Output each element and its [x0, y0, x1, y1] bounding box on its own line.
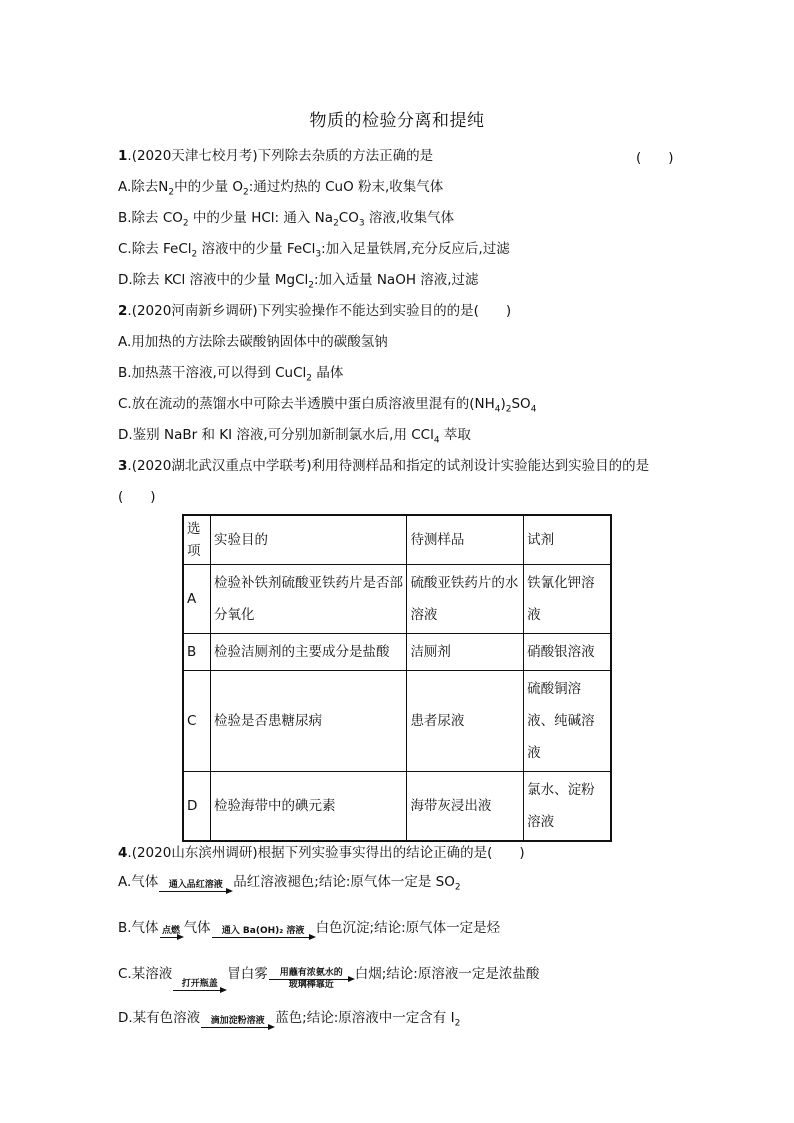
reaction-arrow: 通入 Ba(OH)₂ 溶液 — [212, 926, 315, 938]
q4-number: 4 — [118, 845, 128, 861]
table-cell: 检验海带中的碘元素 — [210, 772, 406, 842]
q1-option-d: D.除去 KCl 溶液中的少量 MgCl$_2$:加入适量 NaOH 溶液,过滤 — [118, 272, 479, 291]
page-title: 物质的检验分离和提纯 — [309, 111, 485, 131]
q4-stem — [118, 843, 525, 863]
reaction-arrow: 滴加淀粉溶液 — [201, 1016, 274, 1028]
q1-option-b: B.除去 $CO_2$ 中的少量 HCl: 通入 $Na_2CO_3$ 溶液,收集气体 — [118, 210, 455, 229]
q1-number: 1 — [118, 148, 128, 164]
q3-stem-text: .(2020湖北武汉重点中学联考)利用待测样品和指定的试剂设计实验能达到实验目的的是 — [127, 458, 650, 474]
table-header-cell: 实验目的 — [210, 515, 406, 565]
q2-option-c: C.放在流动的蒸馏水中可除去半透膜中蛋白质溶液里混有的$(NH_4)_2SO_4$ — [118, 396, 537, 415]
table-cell: 患者尿液 — [407, 671, 524, 772]
q4-option-b: B.气体 点燃 气体 通入 Ba(OH)₂ 溶液 白色沉淀;结论:原气体一定是烃 — [118, 920, 501, 936]
table-row — [183, 772, 611, 842]
table-cell: 硫酸亚铁药片的水溶液 — [407, 565, 524, 634]
q4-option-d: D.某有色溶液 滴加淀粉溶液 蓝色;结论:原溶液中一定含有 $I_2$ — [118, 1010, 461, 1029]
table-cell: A — [183, 565, 210, 634]
table-row — [183, 634, 611, 671]
q1-option-c: C.除去 FeCl$_2$ 溶液中的少量 FeCl$_3$:加入足量铁屑,充分反应后,过滤 — [118, 241, 510, 260]
table-cell: 检验洁厕剂的主要成分是盐酸 — [210, 634, 406, 671]
table-header-row — [183, 515, 611, 565]
q1-answer-paren: ( ) — [636, 150, 674, 166]
reaction-arrow: 用蘸有浓氨水的 玻璃棒靠近 — [269, 968, 354, 991]
q4-stem-text: .(2020山东滨州调研)根据下列实验事实得出的结论正确的是( ) — [127, 845, 525, 861]
table-cell: 氯水、淀粉溶液 — [524, 772, 611, 842]
reaction-arrow: 通入品红溶液 — [159, 880, 232, 892]
reaction-arrow: 打开瓶盖 — [173, 979, 226, 991]
q3-table — [182, 514, 612, 842]
q3-number: 3 — [118, 458, 128, 474]
table-header-cell: 选项 — [183, 515, 210, 565]
q1-option-a: A.除去$N_2$中的少量 $O_2$:通过灼热的 CuO 粉末,收集气体 — [118, 179, 444, 198]
q1-stem-text: .(2020天津七校月考)下列除去杂质的方法正确的是 — [127, 148, 434, 164]
table-cell: 检验是否患糖尿病 — [210, 671, 406, 772]
table-cell: 洁厕剂 — [407, 634, 524, 671]
table-cell: 硝酸银溶液 — [524, 634, 611, 671]
table-cell: 铁氰化钾溶液 — [524, 565, 611, 634]
table-cell: 检验补铁剂硫酸亚铁药片是否部分氧化 — [210, 565, 406, 634]
q4-option-c: C.某溶液 打开瓶盖 冒白雾 用蘸有浓氨水的 玻璃棒靠近 白烟;结论:原溶液一定是浓盐酸 — [118, 966, 540, 990]
table-cell: 硫酸铜溶液、纯碱溶液 — [524, 671, 611, 772]
table-cell: D — [183, 772, 210, 842]
table-cell: 海带灰浸出液 — [407, 772, 524, 842]
table-header-cell: 待测样品 — [407, 515, 524, 565]
table-row — [183, 565, 611, 634]
q3-stem — [118, 456, 649, 476]
q2-stem — [118, 301, 511, 321]
table-cell: B — [183, 634, 210, 671]
table-header-cell: 试剂 — [524, 515, 611, 565]
q4-option-a: A.气体 通入品红溶液 品红溶液褪色;结论:原气体一定是 $SO_2$ — [118, 874, 461, 893]
q2-number: 2 — [118, 303, 128, 319]
q2-option-a: A.用加热的方法除去碳酸钠固体中的碳酸氢钠 — [118, 334, 388, 350]
q1-stem — [118, 146, 433, 166]
q2-stem-text: .(2020河南新乡调研)下列实验操作不能达到实验目的的是( ) — [127, 303, 512, 319]
q3-answer-paren: ( ) — [118, 489, 156, 505]
table-cell: C — [183, 671, 210, 772]
q2-option-b: B.加热蒸干溶液,可以得到 CuCl$_2$ 晶体 — [118, 365, 344, 384]
table-row — [183, 671, 611, 772]
q2-option-d: D.鉴别 NaBr 和 KI 溶液,可分别加新制氯水后,用 CCl$_4$ 萃取 — [118, 427, 471, 446]
reaction-arrow: 点燃 — [160, 926, 183, 938]
